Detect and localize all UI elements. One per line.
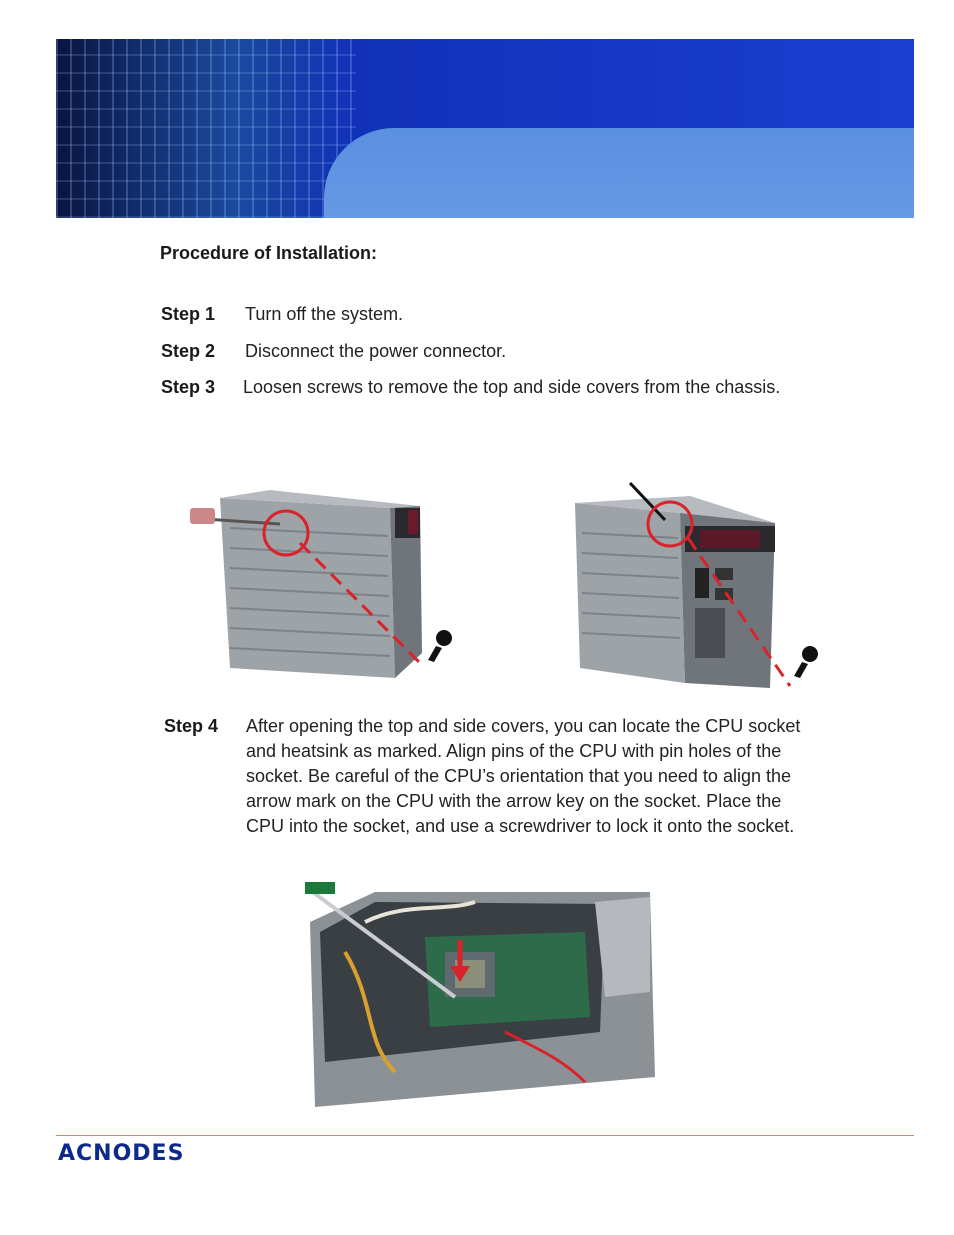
- chassis-photo-right: [560, 478, 850, 693]
- step-4: [164, 714, 804, 839]
- acnodes-logo: ACNODES: [58, 1141, 185, 1166]
- step-text: After opening the top and side covers, you can locate the CPU socket and heatsink as marked. Align pins of the CPU with pin holes of the socket. Be careful of the CPU’s orientation that you need to align the arrow mark on the CPU with the arrow key on the socket. Place the CPU into the socket, and use a screwdriver to lock it onto the socket.: [246, 716, 801, 836]
- footer-divider: [56, 1135, 914, 1136]
- step-label: Step 2: [161, 341, 216, 361]
- step-3: [161, 375, 801, 400]
- step-text: Loosen screws to remove the top and side covers from the chassis.: [243, 377, 781, 397]
- step-label: Step 3: [161, 377, 216, 397]
- step-label: Step 1: [161, 304, 216, 324]
- page-title: Procedure of Installation:: [160, 243, 378, 263]
- step-label: Step 4: [164, 716, 219, 736]
- step-1: [161, 302, 403, 327]
- step-text: Turn off the system.: [245, 304, 404, 324]
- step-text: Disconnect the power connector.: [245, 341, 507, 361]
- chassis-photo-left: [190, 478, 465, 693]
- header-banner: [56, 39, 914, 218]
- step-2: [161, 339, 506, 364]
- open-chassis-cpu-photo: [305, 882, 660, 1112]
- banner-tab-shape: [324, 128, 914, 218]
- circuit-board-graphic: [56, 39, 356, 218]
